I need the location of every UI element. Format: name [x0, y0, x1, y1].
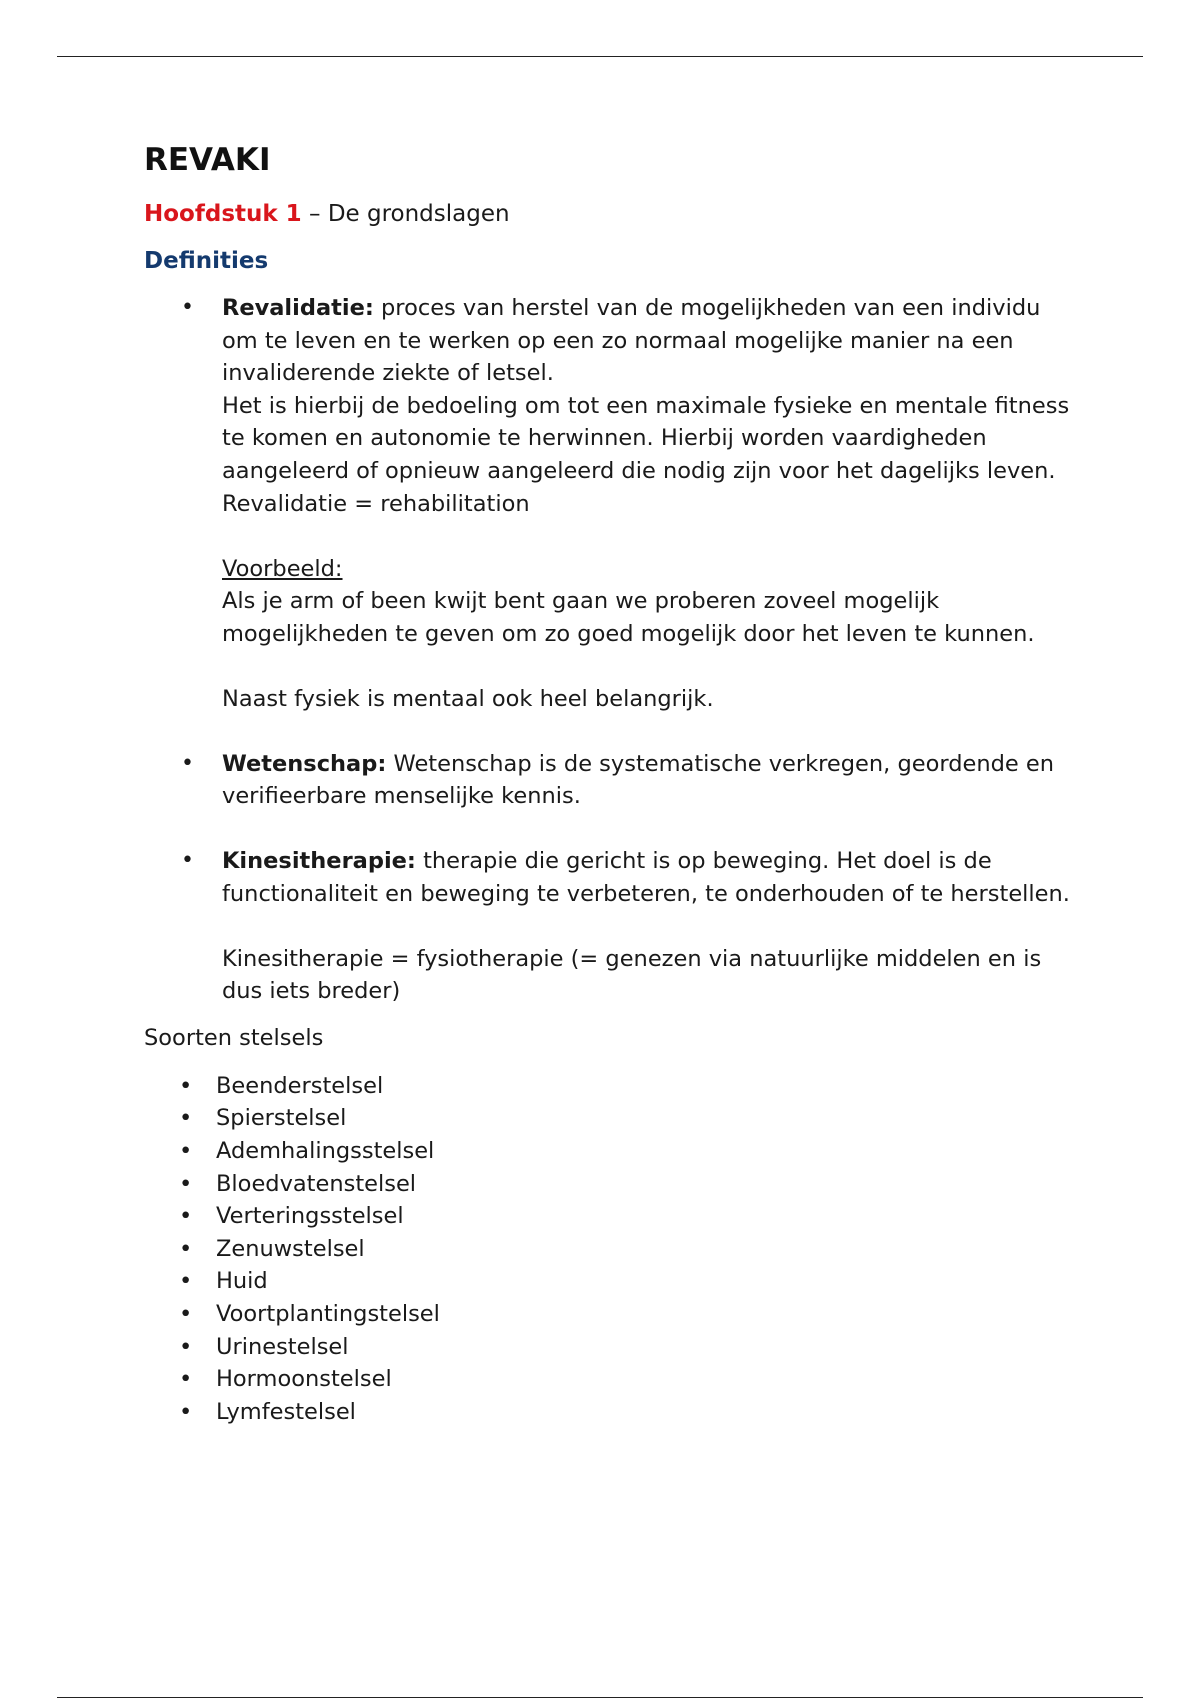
list-item: • Voortplantingstelsel [144, 1298, 1074, 1331]
chapter-separator: – [301, 201, 328, 227]
list-item: • Lymfestelsel [144, 1396, 1074, 1429]
definition-paragraph [222, 845, 1074, 910]
list-item: • Spierstelsel [144, 1102, 1074, 1135]
chapter-name: De grondslagen [327, 201, 510, 227]
spacer [222, 651, 1074, 684]
list-item: • Beenderstelsel [144, 1070, 1074, 1103]
list-item: • Ademhalingsstelsel [144, 1135, 1074, 1168]
spacer [222, 520, 1074, 553]
systems-heading: Soorten stelsels [144, 1024, 324, 1051]
definition-item-revalidatie [144, 292, 1074, 716]
systems-list [144, 1070, 1074, 1429]
document-title: REVAKI [144, 142, 271, 178]
list-item: • Huid [144, 1265, 1074, 1298]
chapter-heading [144, 198, 1074, 230]
example-label-line [222, 553, 1074, 586]
definition-item-wetenschap [144, 748, 1074, 813]
example-text: Als je arm of been kwijt bent gaan we proberen zoveel mogelijk mogelijkheden te geven om zo goed mogelijk door het leven te kunnen. [222, 588, 1035, 647]
list-item: • Hormoonstelsel [144, 1363, 1074, 1396]
definition-paragraph [222, 292, 1074, 390]
definition-text: therapie die gericht is op beweging. Het doel is de functionaliteit en beweging te verbeteren, te onderhouden of te herstellen. [222, 847, 1070, 907]
definition-note: Kinesitherapie = fysiotherapie (= genezen via natuurlijke middelen en is dus iets breder) [222, 945, 1042, 1005]
definitions-heading: Definities [144, 248, 269, 274]
definition-term: Revalidatie: [222, 295, 374, 321]
definitions-list [144, 292, 1074, 1008]
definition-item-kinesitherapie [144, 845, 1074, 1008]
definition-term: Kinesitherapie: [222, 847, 416, 874]
list-item: • Verteringsstelsel [144, 1200, 1074, 1233]
definition-note: Naast fysiek is mentaal ook heel belangrijk. [222, 686, 714, 713]
top-rule [57, 56, 1143, 57]
list-item: • Bloedvatenstelsel [144, 1168, 1074, 1201]
list-item: • Zenuwstelsel [144, 1233, 1074, 1266]
definition-extra: Het is hierbij de bedoeling om tot een maximale fysieke en mentale fitness te komen en autonomie te herwinnen. Hierbij worden vaardigheden aangeleerd of opnieuw aangeleerd die nodig zijn voor het dagelijks leven. [222, 392, 1070, 484]
chapter-number: Hoofdstuk 1 [144, 201, 302, 227]
list-item: • Urinestelsel [144, 1331, 1074, 1364]
bottom-rule [57, 1697, 1143, 1698]
example-label: Voorbeeld: [222, 555, 343, 582]
spacer [222, 910, 1074, 943]
definition-text: proces van herstel van de mogelijkheden van een individu om te leven en te werken op een zo normaal mogelijke manier na een invaliderende ziekte of letsel. [222, 295, 1041, 387]
definition-text: Wetenschap is de systematische verkregen, geordende en verifieerbare menselijke kennis. [222, 750, 1054, 810]
definition-paragraph [222, 748, 1074, 813]
document-body [144, 138, 1074, 1428]
definition-translation: Revalidatie = rehabilitation [222, 490, 530, 517]
definition-term: Wetenschap: [222, 750, 387, 777]
